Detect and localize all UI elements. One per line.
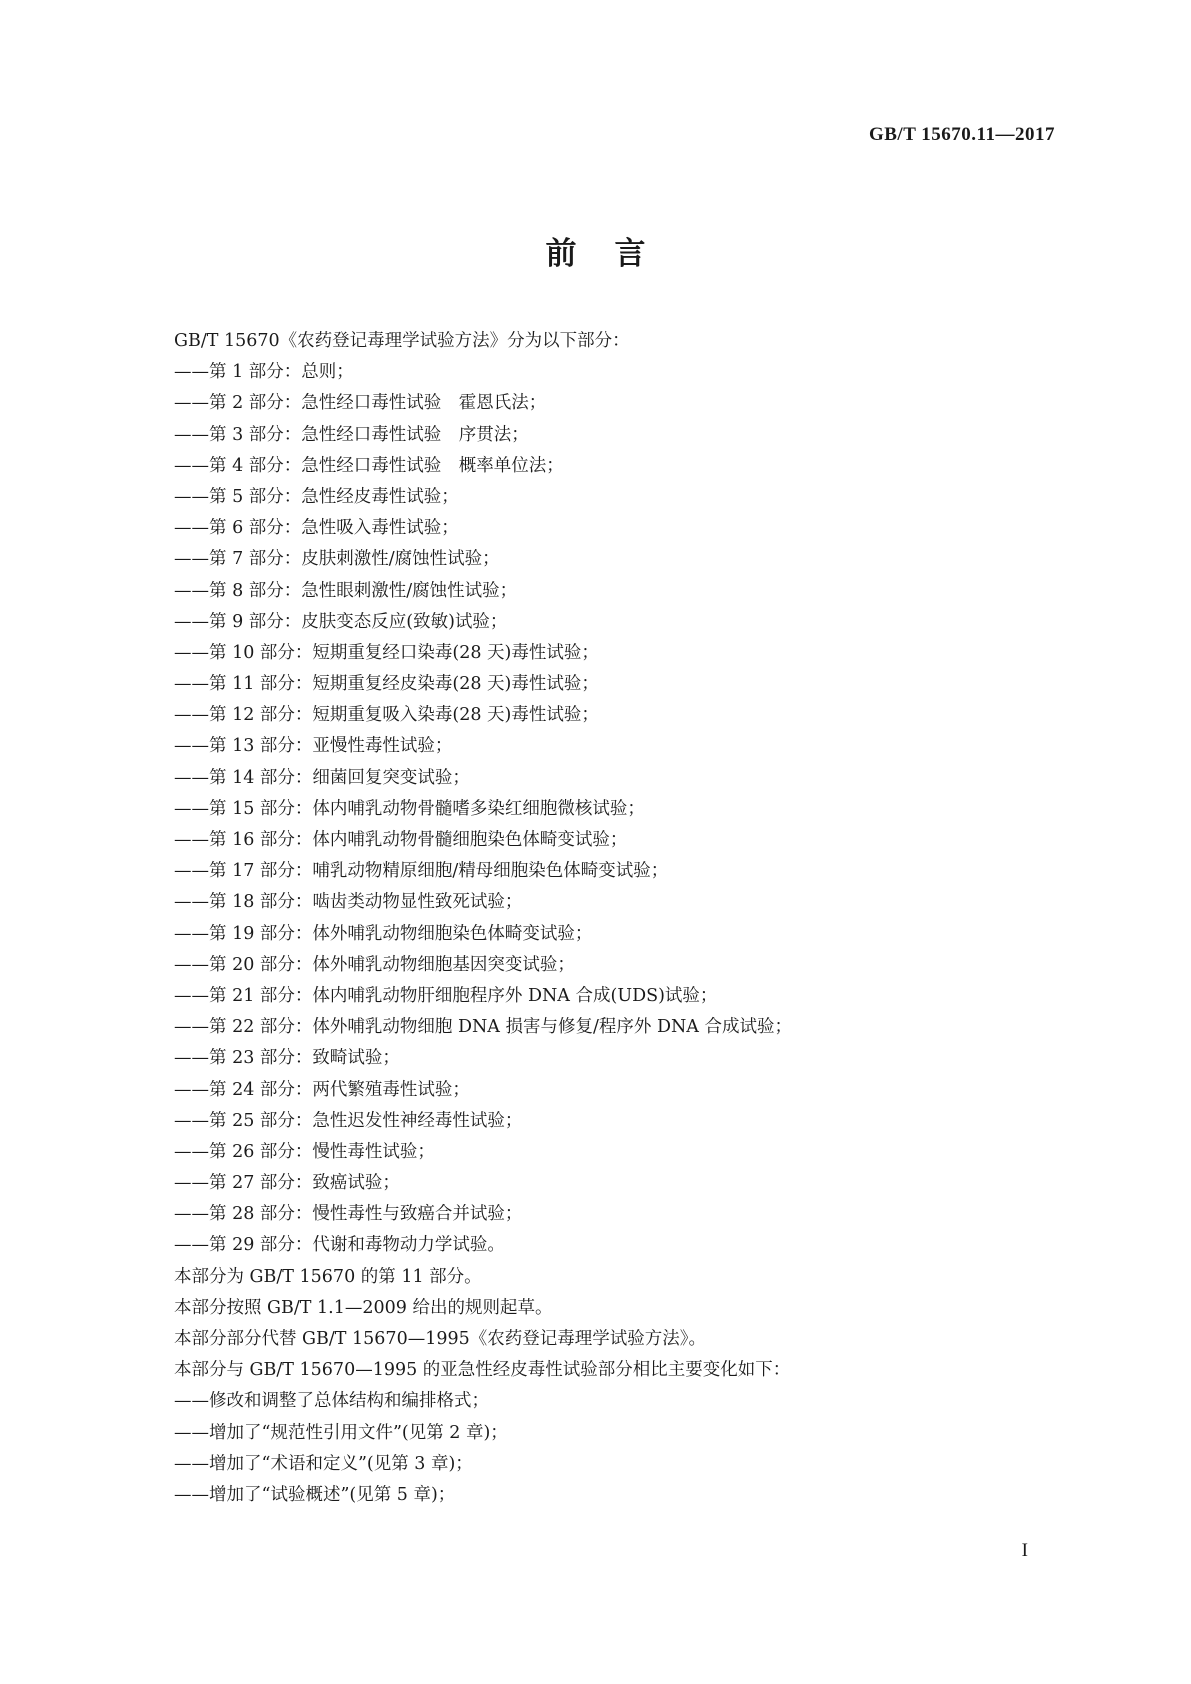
part-item-2: ——第 2 部分：急性经口毒性试验 霍恩氏法；	[174, 393, 547, 414]
changes-list	[174, 1386, 1074, 1511]
part-item-10: ——第 10 部分：短期重复经口染毒(28 天)毒性试验；	[174, 642, 599, 663]
statement-drafting-rules: 本部分按照 GB/T 1.1—2009 给出的规则起草。	[174, 1297, 553, 1318]
part-item-23: ——第 23 部分：致畸试验；	[174, 1048, 400, 1069]
part-item-11: ——第 11 部分：短期重复经皮染毒(28 天)毒性试验；	[174, 674, 599, 695]
part-item-9: ——第 9 部分：皮肤变态反应(致敏)试验；	[174, 611, 508, 632]
part-item-22: ——第 22 部分：体外哺乳动物细胞 DNA 损害与修复/程序外 DNA 合成试验；	[174, 1017, 793, 1038]
part-item-27: ——第 27 部分：致癌试验；	[174, 1173, 400, 1194]
part-item-29: ——第 29 部分：代谢和毒物动力学试验。	[174, 1235, 505, 1256]
part-item-16: ——第 16 部分：体内哺乳动物骨髓细胞染色体畸变试验；	[174, 830, 628, 850]
statement-changes-intro: 本部分与 GB/T 15670—1995 的亚急性经皮毒性试验部分相比主要变化如下：	[174, 1360, 791, 1381]
part-item-12: ——第 12 部分：短期重复吸入染毒(28 天)毒性试验；	[174, 705, 599, 726]
part-item-19: ——第 19 部分：体外哺乳动物细胞染色体畸变试验；	[174, 923, 593, 944]
part-item-24: ——第 24 部分：两代繁殖毒性试验；	[174, 1079, 470, 1100]
part-item-1: ——第 1 部分：总则；	[174, 362, 354, 383]
page-title: 前言	[545, 236, 684, 272]
change-item-3: ——增加了“术语和定义”(见第 3 章)；	[174, 1453, 473, 1474]
part-item-3: ——第 3 部分：急性经口毒性试验 序贯法；	[174, 424, 529, 445]
part-item-20: ——第 20 部分：体外哺乳动物细胞基因突变试验；	[174, 954, 575, 975]
part-item-7: ——第 7 部分：皮肤刺激性/腐蚀性试验；	[174, 549, 500, 570]
part-item-21: ——第 21 部分：体内哺乳动物肝细胞程序外 DNA 合成(UDS)试验；	[174, 985, 718, 1006]
change-item-1: ——修改和调整了总体结构和编排格式；	[174, 1391, 489, 1412]
part-item-25: ——第 25 部分：急性迟发性神经毒性试验；	[174, 1110, 523, 1131]
part-item-28: ——第 28 部分：慢性毒性与致癌合并试验；	[174, 1204, 523, 1225]
change-item-2: ——增加了“规范性引用文件”(见第 2 章)；	[174, 1422, 508, 1443]
change-item-4: ——增加了“试验概述”(见第 5 章)；	[174, 1484, 456, 1505]
part-item-8: ——第 8 部分：急性眼刺激性/腐蚀性试验；	[174, 580, 518, 601]
part-item-14: ——第 14 部分：细菌回复突变试验；	[174, 767, 470, 788]
standard-code: GB/T 15670.11—2017	[868, 124, 1055, 145]
page-number: I	[1021, 1540, 1028, 1561]
parts-list	[174, 357, 1074, 1261]
part-item-26: ——第 26 部分：慢性毒性试验；	[174, 1141, 435, 1162]
part-item-6: ——第 6 部分：急性吸入毒性试验；	[174, 518, 459, 539]
part-item-17: ——第 17 部分：哺乳动物精原细胞/精母细胞染色体畸变试验；	[174, 861, 669, 882]
document-body	[174, 326, 1074, 1511]
part-item-4: ——第 4 部分：急性经口毒性试验 概率单位法；	[174, 455, 564, 476]
part-item-5: ——第 5 部分：急性经皮毒性试验；	[174, 486, 459, 507]
part-item-15: ——第 15 部分：体内哺乳动物骨髓嗜多染红细胞微核试验；	[174, 798, 645, 819]
intro-paragraph: GB/T 15670《农药登记毒理学试验方法》分为以下部分：	[174, 331, 630, 351]
statement-replacement: 本部分部分代替 GB/T 15670—1995《农药登记毒理学试验方法》。	[174, 1329, 706, 1349]
statement-part-number: 本部分为 GB/T 15670 的第 11 部分。	[174, 1266, 482, 1287]
part-item-18: ——第 18 部分：啮齿类动物显性致死试验；	[174, 892, 523, 913]
part-item-13: ——第 13 部分：亚慢性毒性试验；	[174, 736, 453, 757]
